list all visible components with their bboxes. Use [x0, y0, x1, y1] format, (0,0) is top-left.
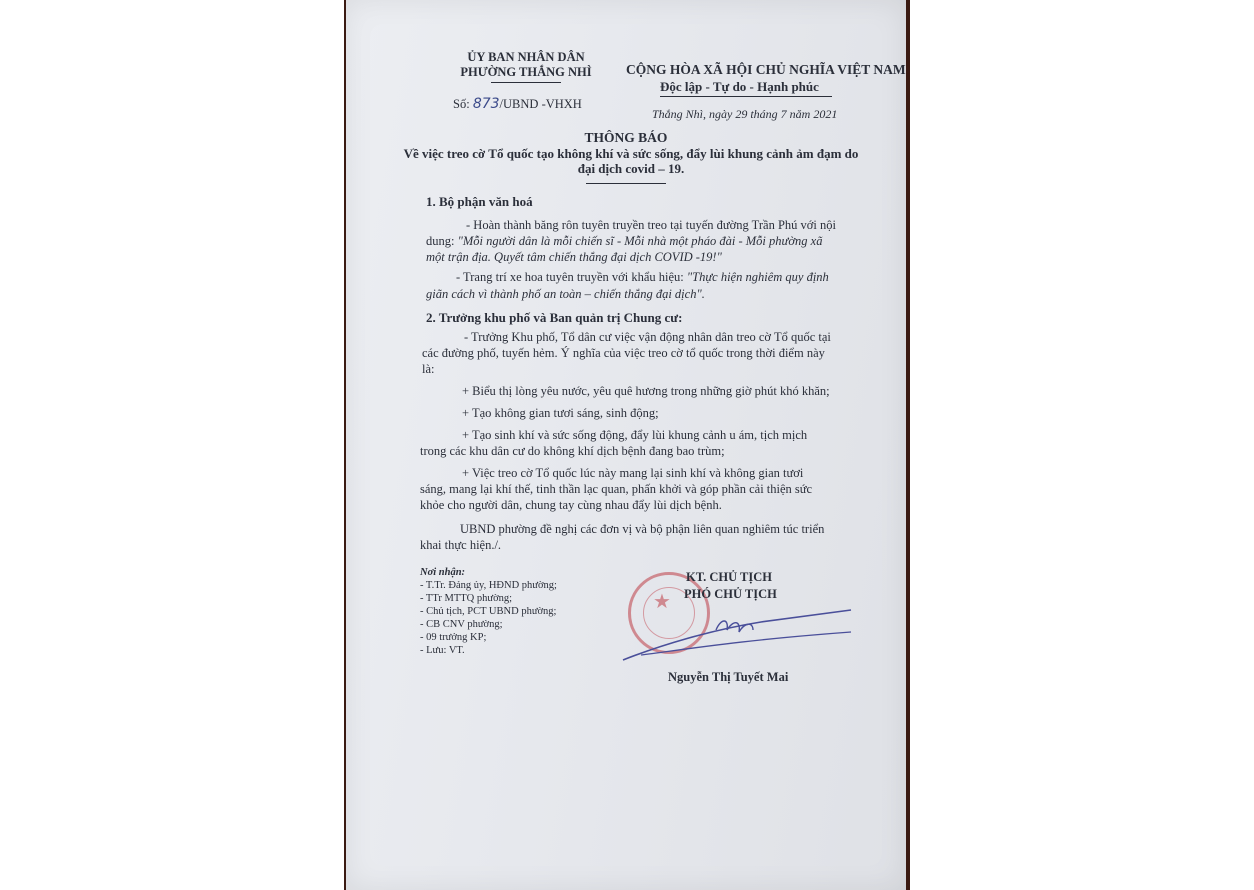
- recipient-item: - TTr MTTQ phường;: [420, 593, 513, 604]
- section-1-para-2b: giãn cách vì thành phố an toàn – chiến thắng đại dịch".: [426, 287, 705, 301]
- section-1-para-1c: một trận địa. Quyết tâm chiến thắng đại dịch COVID -19!": [426, 250, 722, 264]
- section-1-para-1b: [426, 234, 822, 249]
- bullet-3a: + Tạo sinh khí và sức sống động, đẩy lùi khung cảnh u ám, tịch mịch: [462, 428, 808, 442]
- document-number: [453, 96, 582, 112]
- section-2-intro-b: các đường phố, tuyến hẻm. Ý nghĩa của việc treo cờ tổ quốc trong thời điểm này: [422, 346, 825, 360]
- signature-title-1: KT. CHỦ TỊCH: [686, 570, 773, 584]
- issuing-agency: [451, 50, 601, 80]
- section-1-para-1b-prefix: dung:: [426, 234, 458, 248]
- section-2-intro-c: là:: [422, 362, 435, 376]
- bullet-4c: khỏe cho người dân, chung tay cùng nhau đẩy lùi dịch bệnh.: [420, 498, 722, 512]
- section-1-slogan-1: "Mỗi người dân là mỗi chiến sĩ - Mỗi nhà một pháo đài - Mỗi phường xã: [457, 234, 823, 248]
- doc-number-prefix: Số:: [453, 97, 470, 111]
- signer-name: Nguyễn Thị Tuyết Mai: [668, 670, 789, 684]
- nation-heading: CỘNG HÒA XÃ HỘI CHỦ NGHĨA VIỆT NAM: [626, 62, 906, 77]
- document-title: THÔNG BÁO: [584, 130, 668, 145]
- doc-number-suffix: /UBND -VHXH: [499, 97, 582, 111]
- recipient-item: - 09 trưởng KP;: [420, 632, 487, 643]
- section-1-slogan-2: "Thực hiện nghiêm quy định: [686, 270, 829, 284]
- section-1-para-2a: [456, 270, 829, 285]
- bullet-3b: trong các khu dân cư do không khí dịch bệnh đang bao trùm;: [420, 444, 725, 458]
- handwritten-signature: [621, 600, 861, 680]
- recipient-item: - CB CNV phường;: [420, 619, 503, 630]
- bullet-4b: sáng, mang lại khí thế, tinh thần lạc quan, phấn khởi và góp phần cải thiện sức: [420, 482, 813, 496]
- recipient-item: - Lưu: VT.: [420, 645, 465, 656]
- bullet-2: + Tạo không gian tươi sáng, sinh động;: [462, 406, 659, 420]
- issue-date: Thắng Nhì, ngày 29 tháng 7 năm 2021: [652, 107, 838, 121]
- national-motto: Độc lập - Tự do - Hạnh phúc: [660, 79, 819, 94]
- section-1-para-2a-prefix: - Trang trí xe hoa tuyên truyền với khẩu hiệu:: [456, 270, 687, 284]
- seal-star-icon: ★: [653, 591, 671, 613]
- recipient-item: - Chủ tịch, PCT UBND phường;: [420, 606, 557, 617]
- motto-underline: [660, 96, 832, 97]
- subject-underline: [586, 183, 666, 184]
- recipient-item: - T.Tr. Đảng ủy, HĐND phường;: [420, 580, 557, 591]
- bullet-4a: + Việc treo cờ Tổ quốc lúc này mang lại sinh khí và không gian tươi: [462, 466, 804, 480]
- document-subject: Về việc treo cờ Tổ quốc tạo không khí và sức sống, đẩy lùi khung cảnh ảm đạm do đại dịch covid – 19.: [403, 146, 859, 176]
- section-2-intro-a: - Trưởng Khu phố, Tổ dân cư việc vận động nhân dân treo cờ Tổ quốc tại: [464, 330, 831, 344]
- signature-title-2: PHÓ CHỦ TỊCH: [684, 587, 777, 601]
- doc-number-handwritten: 873: [472, 96, 500, 112]
- bullet-1: + Biểu thị lòng yêu nước, yêu quê hương trong những giờ phút khó khăn;: [462, 384, 830, 398]
- recipients-heading: Nơi nhận:: [420, 567, 466, 578]
- agency-line-2: PHƯỜNG THẮNG NHÌ: [460, 65, 592, 79]
- section-2-heading: 2. Trưởng khu phố và Ban quản trị Chung cư:: [426, 310, 683, 325]
- section-1-para-1a: - Hoàn thành băng rôn tuyên truyền treo tại tuyến đường Trần Phú với nội: [466, 218, 836, 232]
- document-page: [346, 0, 906, 890]
- closing-line-b: khai thực hiện./.: [420, 538, 502, 552]
- section-1-heading: 1. Bộ phận văn hoá: [426, 194, 533, 209]
- closing-line-a: UBND phường đề nghị các đơn vị và bộ phận liên quan nghiêm túc triển: [460, 522, 825, 536]
- agency-underline: [491, 82, 561, 83]
- agency-line-1: ỦY BAN NHÂN DÂN: [467, 50, 585, 64]
